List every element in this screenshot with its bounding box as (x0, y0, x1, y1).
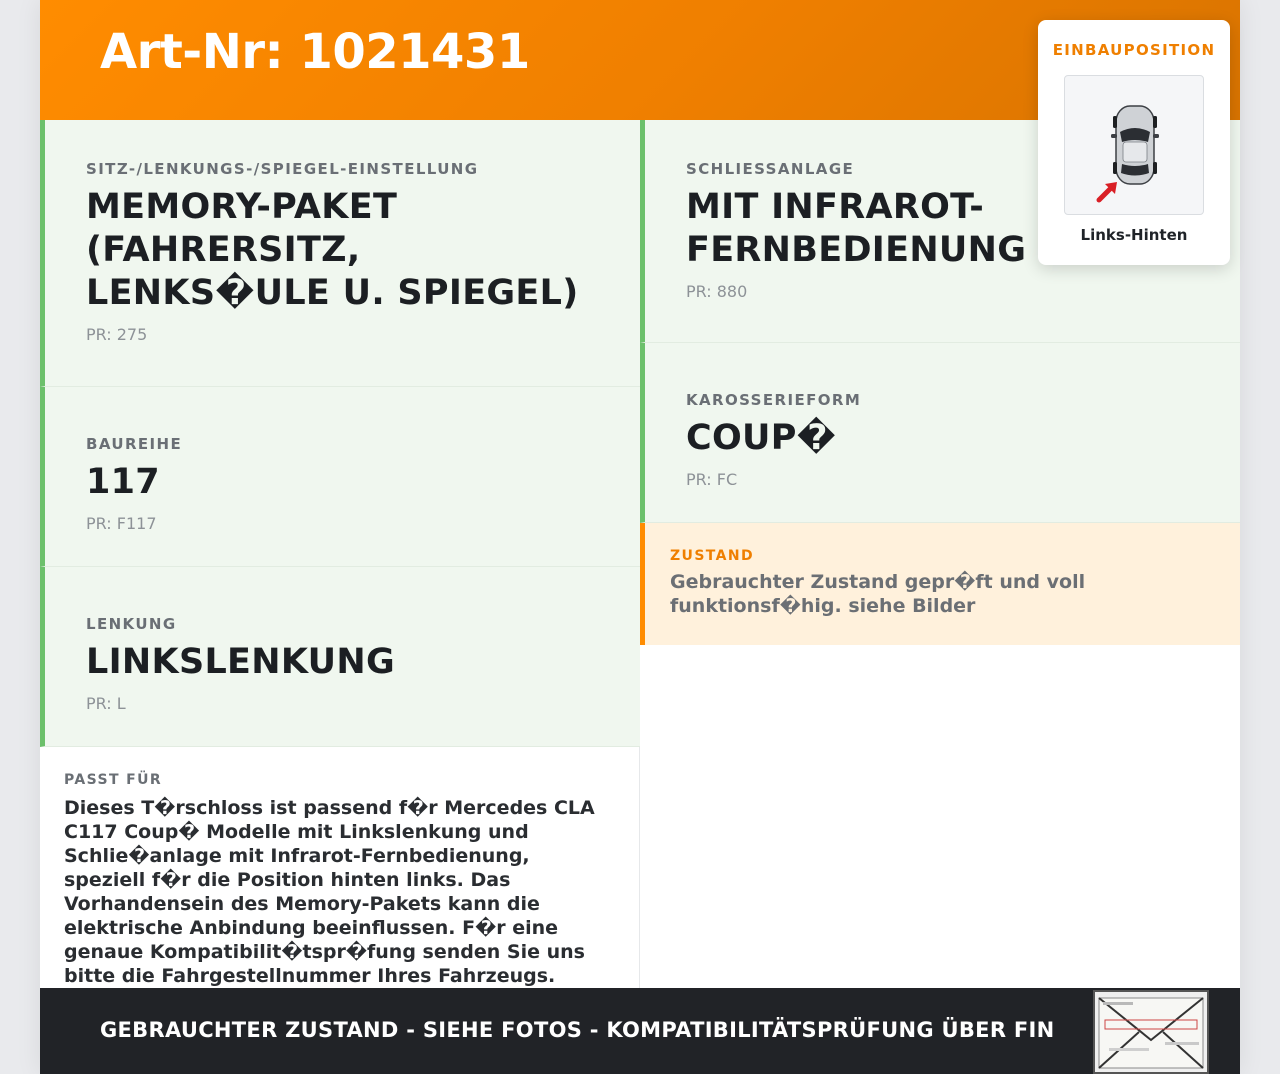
spec-pr-code: PR: L (86, 694, 126, 713)
spec-pr-code: PR: 275 (86, 325, 148, 344)
fits-section (40, 747, 640, 988)
install-position-card (1038, 20, 1230, 265)
spec-label: LENKUNG (86, 615, 177, 633)
spec-label: KAROSSERIEFORM (686, 391, 862, 409)
spec-pr-code: PR: FC (686, 470, 738, 489)
spec-label: BAUREIHE (86, 435, 183, 453)
spec-column-left (40, 120, 640, 747)
spec-label: SCHLIESSANLAGE (686, 160, 855, 178)
footer-text: GEBRAUCHTER ZUSTAND - SIEHE FOTOS - KOMPATIBILITÄTSPRÜFUNG ÜBER FIN (100, 1018, 1055, 1042)
footer-bar (40, 988, 1240, 1074)
fits-label: PASST FÜR (64, 772, 163, 788)
spec-card-karosserie (640, 343, 1240, 523)
condition-box (640, 523, 1240, 645)
condition-text: Gebrauchter Zustand gepr�ft und voll funktionsf�hig. siehe Bilder (670, 571, 1086, 617)
spec-value: MEMORY-PAKET (FAHRERSITZ, LENKS�ULE U. SPIEGEL) (86, 187, 579, 313)
fits-text: Dieses T�rschloss ist passend f�r Mercedes CLA C117 Coup� Modelle mit Linkslenkung und Schlie�anlage mit Infrarot-Fernbedienung, speziell f�r die Position hinten links. Das Vorhandensein des Memory-Pakets kann die elektrische Anbindung beeinflussen. F�r eine genaue Kompatibilit�tspr�fung senden Sie uns bitte die Fahrgestellnummer Ihres Fahrzeugs. (64, 797, 595, 987)
condition-label: ZUSTAND (670, 548, 755, 564)
spec-label: SITZ-/LENKUNGS-/SPIEGEL-EINSTELLUNG (86, 160, 479, 178)
install-position-value: Links-Hinten (1080, 226, 1188, 244)
spec-value: LINKSLENKUNG (86, 642, 395, 682)
spec-card-lenkung (40, 567, 640, 747)
article-number-title: Art-Nr: 1021431 (100, 24, 530, 80)
spec-value: COUP� (686, 418, 836, 458)
car-top-view-icon (1064, 75, 1204, 215)
envelope-document-icon[interactable] (1093, 990, 1209, 1074)
spec-pr-code: PR: 880 (686, 282, 748, 301)
spec-pr-code: PR: F117 (86, 514, 157, 533)
spec-card-memory (40, 120, 640, 387)
install-position-label: EINBAUPOSITION (1052, 41, 1216, 59)
spec-value: 117 (86, 462, 160, 502)
spec-value: MIT INFRAROT-FERNBEDIENUNG (686, 187, 1027, 270)
spec-card-baureihe (40, 387, 640, 567)
